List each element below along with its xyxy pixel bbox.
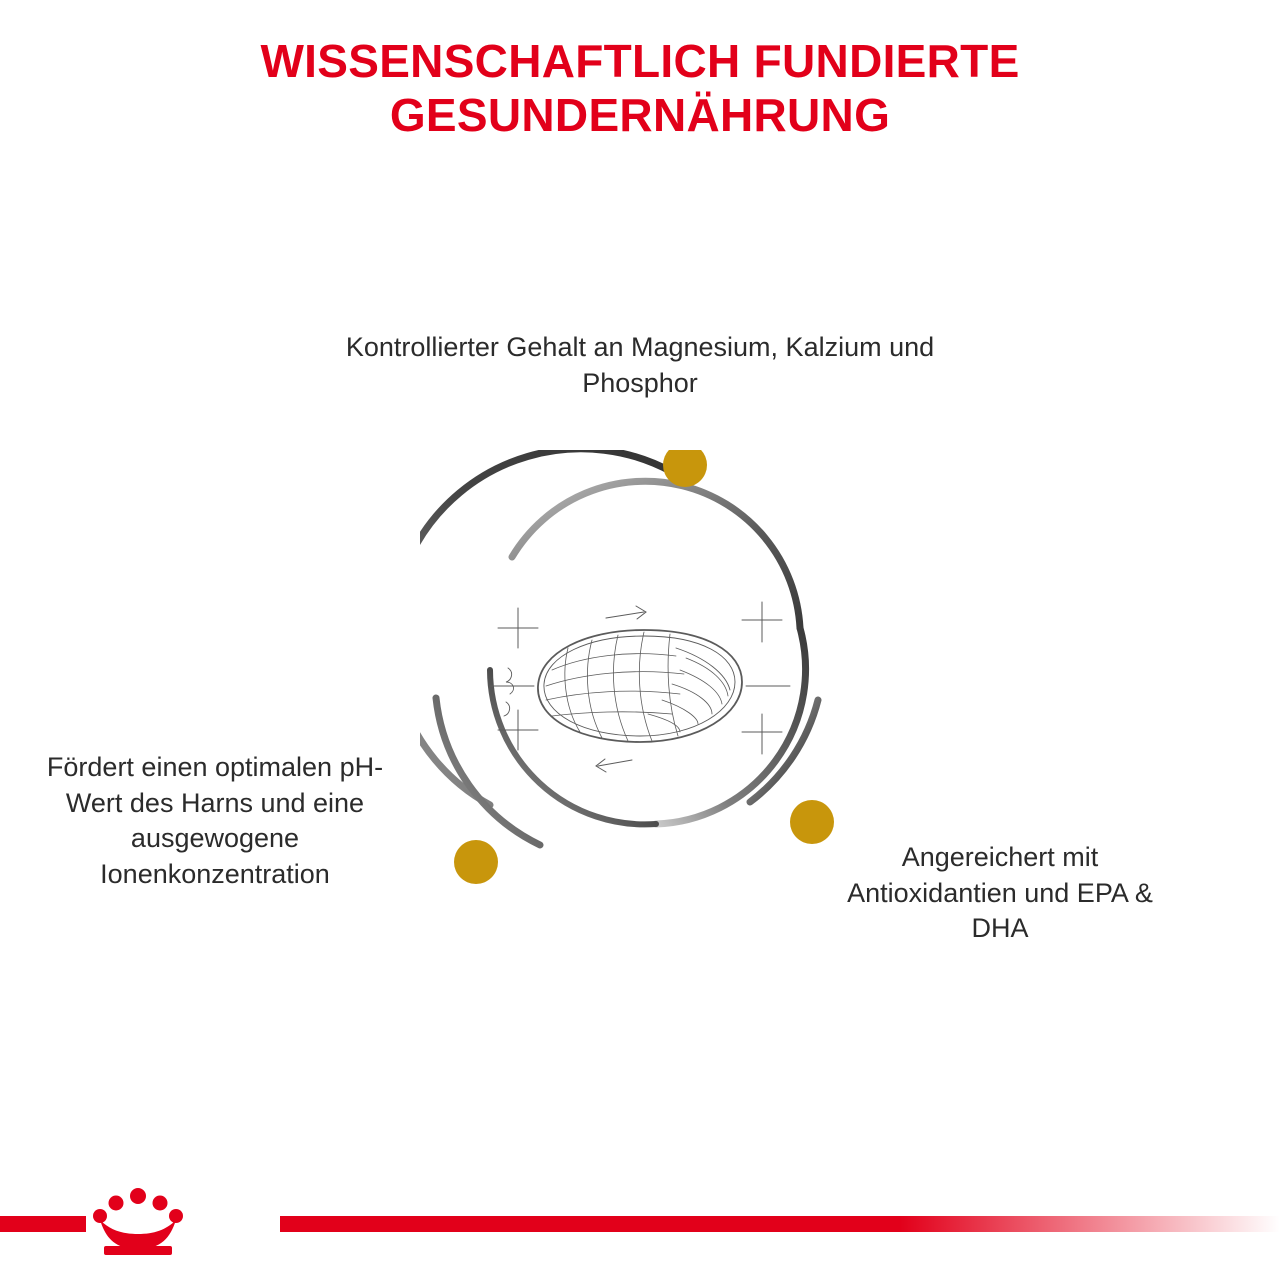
footer <box>0 1168 1280 1280</box>
callout-label-top: Kontrollierter Gehalt an Magnesium, Kalzium und Phosphor <box>345 332 935 398</box>
callout-label-left: Fördert einen optimalen pH-Wert des Harns und eine ausgewogene Ionenkonzentration <box>46 752 384 889</box>
benefits-diagram <box>0 300 1280 1020</box>
node-dot-left <box>454 840 498 884</box>
footer-bar-left <box>0 1216 86 1232</box>
page-title-line-1: WISSENSCHAFTLICH FUNDIERTE <box>260 35 1020 87</box>
diagram-ring <box>420 450 860 890</box>
royal-canin-crown-icon <box>92 1186 184 1262</box>
page-title-line-2: GESUNDERNÄHRUNG <box>389 89 891 142</box>
kibble-sketch-icon <box>480 590 800 780</box>
node-dot-right <box>790 800 834 844</box>
footer-bar-right <box>280 1216 1280 1232</box>
page-title <box>0 34 1280 143</box>
callout-label-right: Angereichert mit Antioxidantien und EPA & DHA <box>847 842 1153 944</box>
